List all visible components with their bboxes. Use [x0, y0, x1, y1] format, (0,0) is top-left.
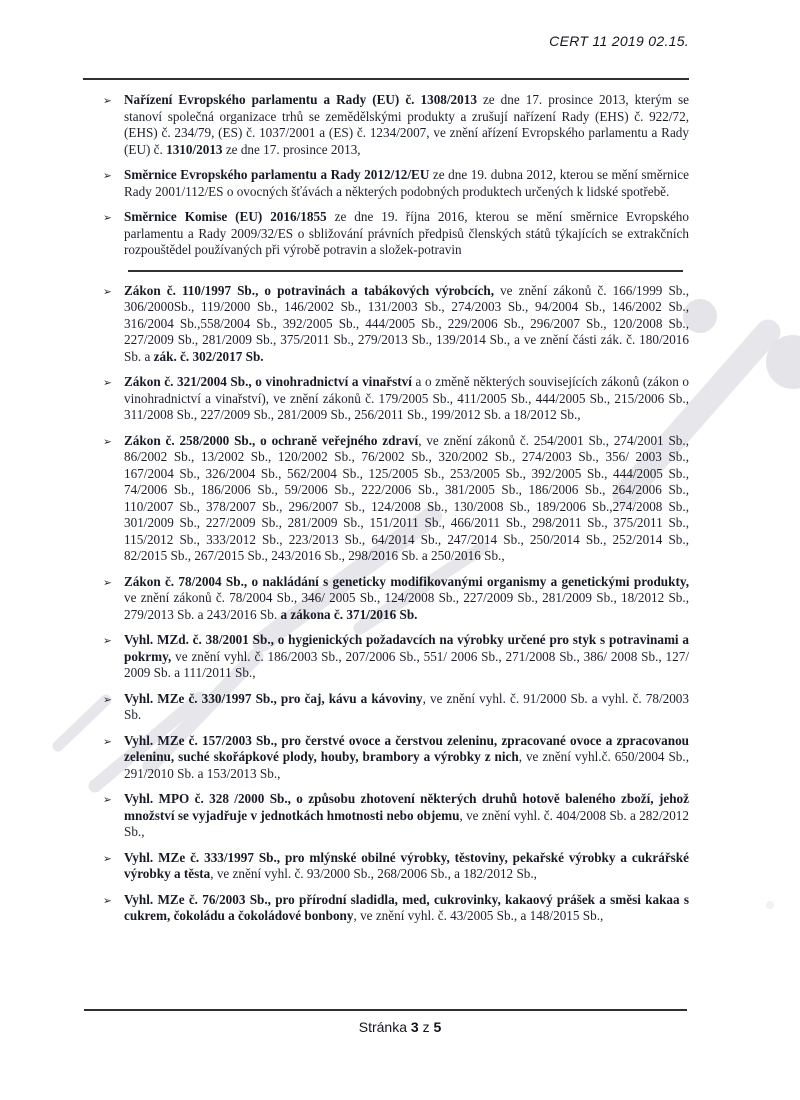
- list-item-text: Vyhl. MZe č. 330/1997 Sb., pro čaj, kávu a kávoviny, ve znění vyhl. č. 91/2000 Sb. a vyhl. č. 78/2003 Sb.: [124, 690, 689, 722]
- list-item-text: Směrnice Komise (EU) 2016/1855 ze dne 19. října 2016, kterou se mění směrnice Evropského parlamentu a Rady 2009/32/ES o sbližování právních předpisů členských států týkajících se extrakčních rozpouštědel používaných při výrobě potravin a složek-potravin: [124, 209, 689, 257]
- document-body: [102, 92, 689, 934]
- list-item: [102, 209, 689, 259]
- bullet-arrow-icon: ➢: [103, 377, 112, 389]
- list-item-text: Vyhl. MPO č. 328 /2000 Sb., o způsobu zhotovení některých druhů hotově baleného zboží, jehož množství se vyjadřuje v jednotkách hmotnosti nebo objemu, ve znění vyhl. č. 404/2008 Sb. a 282/2012 Sb.,: [124, 791, 689, 839]
- footer-page-number: 3: [410, 1019, 419, 1035]
- national-laws-list: [102, 283, 689, 925]
- list-item-text: Vyhl. MZe č. 76/2003 Sb., pro přírodní sladidla, med, cukrovinky, kakaový prášek a směsi kakaa s cukrem, čokoládu a čokoládové bonbony, ve znění vyhl. č. 43/2005 Sb., a 148/2015 Sb.,: [124, 891, 689, 923]
- footer-total-pages: 5: [433, 1019, 442, 1035]
- list-item: [102, 733, 689, 783]
- list-item: [102, 167, 689, 200]
- list-item-text: Nařízení Evropského parlamentu a Rady (EU) č. 1308/2013 ze dne 17. prosince 2013, kterým se stanoví společná organizace trhů se zemědělskými produkty a zrušují nařízení Rady (EHS) č. 922/72, (EHS) č. 234/79, (ES) č. 1037/2001 a (ES) č. 1234/2007, ve znění ařízení Evropského parlamentu a Rady (EU) č. 1310/2013 ze dne 17. prosince 2013,: [124, 92, 689, 157]
- list-item-text: Vyhl. MZe č. 333/1997 Sb., pro mlýnské obilné výrobky, těstoviny, pekařské výrobky a cukrářské výrobky a těsta, ve znění vyhl. č. 93/2000 Sb., 268/2006 Sb., a 182/2012 Sb.,: [124, 849, 689, 881]
- bullet-arrow-icon: ➢: [103, 435, 112, 448]
- bullet-arrow-icon: ➢: [103, 735, 112, 748]
- bullet-arrow-icon: ➢: [103, 285, 112, 298]
- page-footer: [0, 1019, 800, 1035]
- footer-of-word: z: [422, 1019, 430, 1035]
- section-divider-line: [128, 270, 683, 272]
- list-item: [102, 574, 689, 624]
- list-item-text: Zákon č. 110/1997 Sb., o potravinách a tabákových výrobcích, ve znění zákonů č. 166/1999 Sb., 306/2000Sb., 119/2000 Sb., 146/2002 Sb., 131/2003 Sb., 274/2003 Sb., 94/2004 Sb., 146/2002 Sb., 316/2004 Sb.,558/2004 Sb., 392/2005 Sb., 444/2005 Sb., 229/2006 Sb., 296/2007 Sb., 120/2008 Sb., 227/2009 Sb., 281/2009 Sb., 375/2011 Sb., 279/2013 Sb., 139/2014 Sb., a ve znění části zák. č. 180/2016 Sb. a zák. č. 302/2017 Sb.: [124, 282, 689, 364]
- bullet-arrow-icon: ➢: [103, 693, 112, 706]
- eu-regulations-list: [102, 92, 689, 259]
- list-item: [102, 433, 689, 565]
- list-item-text: Vyhl. MZd. č. 38/2001 Sb., o hygienických požadavcích na výrobky určené pro styk s potravinami a pokrmy, ve znění vyhl. č. 186/2003 Sb., 207/2006 Sb., 551/ 2006 Sb., 271/2008 Sb., 386/ 2008 Sb., 127/ 2009 Sb. a 111/2011 Sb.,: [124, 632, 689, 680]
- bullet-arrow-icon: ➢: [103, 170, 112, 182]
- bullet-arrow-icon: ➢: [103, 95, 112, 107]
- list-item: [102, 892, 689, 925]
- bullet-arrow-icon: ➢: [103, 894, 112, 907]
- list-item: [102, 691, 689, 724]
- document-code: CERT 11 2019 02.15.: [549, 33, 689, 49]
- list-item: [102, 791, 689, 841]
- list-item: [102, 850, 689, 883]
- list-item-text: Vyhl. MZe č. 157/2003 Sb., pro čerstvé ovoce a čerstvou zeleninu, zpracované ovoce a zpracovanou zeleninu, suché skořápkové plody, houby, brambory a výrobky z nich, ve znění vyhl.č. 650/2004 Sb., 291/2010 Sb. a 153/2013 Sb.,: [124, 732, 689, 781]
- list-item-text: Zákon č. 258/2000 Sb., o ochraně veřejného zdraví, ve znění zákonů č. 254/2001 Sb., 274/2001 Sb., 86/2002 Sb., 13/2002 Sb., 120/2002 Sb., 76/2002 Sb., 320/2002 Sb., 274/2003 Sb., 356/ 2003 Sb., 167/2004 Sb., 326/2004 Sb., 562/2004 Sb., 125/2005 Sb., 253/2005 Sb., 392/2005 Sb., 444/2005 Sb., 74/2006 Sb., 186/2006 Sb., 59/2006 Sb., 222/2006 Sb., 381/2005 Sb., 186/2006 Sb., 264/2006 Sb., 110/2007 Sb., 378/2007 Sb., 296/2007 Sb., 124/2008 Sb., 130/2008 Sb., 189/2006 Sb.,274/2008 Sb., 301/2009 Sb., 227/2009 Sb., 281/2009 Sb., 151/2011 Sb., 466/2011 Sb., 298/2011 Sb., 375/2011 Sb., 115/2012 Sb., 333/2012 Sb., 223/2013 Sb., 64/2014 Sb., 247/2014 Sb., 250/2014 Sb., 252/2014 Sb., 82/2015 Sb., 267/2015 Sb., 243/2016 Sb., 298/2016 Sb. a 250/2016 Sb.,: [124, 432, 689, 563]
- list-item-text: Směrnice Evropského parlamentu a Rady 2012/12/EU ze dne 19. dubna 2012, kterou se mění směrnice Rady 2001/112/ES o ovocných šťávách a některých podobných produktech určených k lidské spotřebě.: [124, 167, 689, 199]
- list-item-text: Zákon č. 78/2004 Sb., o nakládání s geneticky modifikovanými organismy a genetickými produkty, ve znění zákonů č. 78/2004 Sb., 346/ 2005 Sb., 124/2008 Sb., 227/2009 Sb., 281/2009 Sb., 18/2012 Sb., 279/2013 Sb. a 243/2016 Sb. a zákona č. 371/2016 Sb.: [124, 573, 689, 622]
- footer-label: Stránka: [358, 1019, 407, 1035]
- header-divider-line: [83, 78, 689, 80]
- footer-divider-line: [84, 1009, 687, 1011]
- bullet-arrow-icon: ➢: [103, 212, 112, 224]
- bullet-arrow-icon: ➢: [103, 794, 112, 806]
- list-item: [102, 632, 689, 682]
- list-item-text: Zákon č. 321/2004 Sb., o vinohradnictví a vinařství a o změně některých souvisejících zákonů (zákon o vinohradnictví a vinařství), ve znění zákonů č. 179/2005 Sb., 411/2005 Sb., 444/2005 Sb., 215/2006 Sb., 311/2008 Sb., 227/2009 Sb., 281/2009 Sb., 256/2011 Sb., 199/2012 Sb. a 18/2012 Sb.,: [124, 374, 689, 422]
- list-item: [102, 283, 689, 366]
- list-item: [102, 374, 689, 424]
- bullet-arrow-icon: ➢: [103, 852, 112, 865]
- bullet-arrow-icon: ➢: [103, 635, 112, 647]
- list-item: [102, 92, 689, 158]
- bullet-arrow-icon: ➢: [103, 576, 112, 589]
